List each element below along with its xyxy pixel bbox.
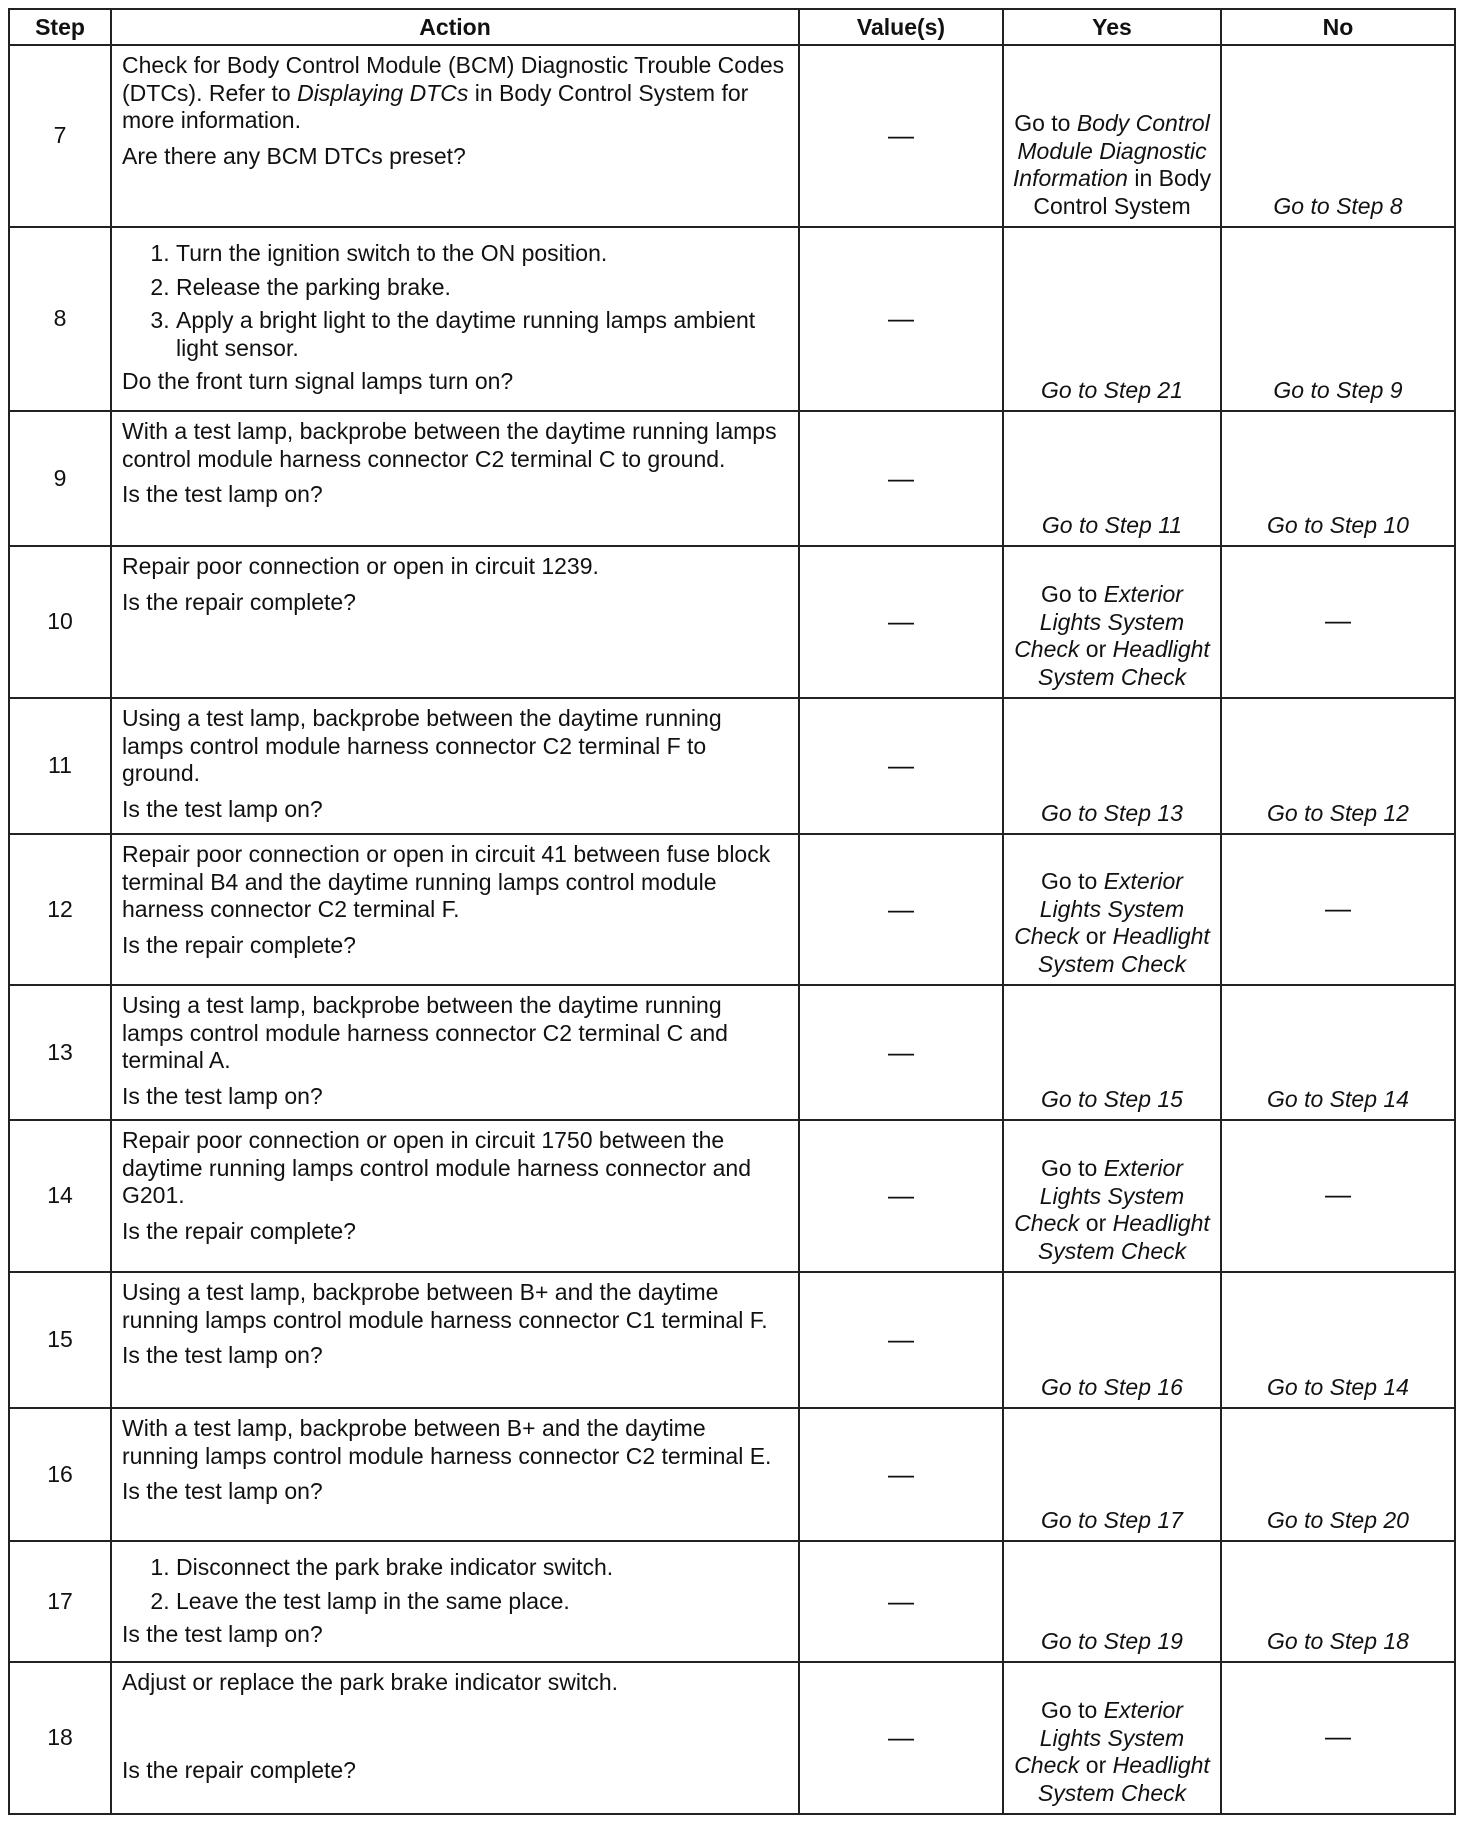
action-text: Check for Body Control Module (BCM) Diagnostic Trouble Codes (DTCs). Refer to Displaying DTCs in Body Control System for more information. <box>122 52 785 133</box>
action-cell <box>111 1272 799 1408</box>
yes-cell: Go to Exterior Lights System Check or Headlight System Check <box>1003 834 1221 985</box>
action-cell <box>111 698 799 834</box>
diagnostic-steps-table <box>8 8 1456 1815</box>
no-cell: Go to Step 12 <box>1221 698 1455 834</box>
action-cell <box>111 1408 799 1541</box>
list-item: 1. Disconnect the park brake indicator switch. <box>176 1554 788 1582</box>
table-row <box>9 1541 1455 1662</box>
header-no: No <box>1221 9 1455 45</box>
reference-link: Headlight System Check <box>1037 923 1210 977</box>
action-text: Using a test lamp, backprobe between the daytime running lamps control module harness connector C2 terminal F to ground. <box>122 705 722 786</box>
value-cell: — <box>799 1272 1003 1408</box>
yes-cell: Go to Step 13 <box>1003 698 1221 834</box>
no-cell: Go to Step 10 <box>1221 411 1455 546</box>
table-row <box>9 45 1455 227</box>
action-cell <box>111 227 799 411</box>
action-text: Repair poor connection or open in circuit 1239. <box>122 553 599 579</box>
action-steps-list <box>122 240 788 362</box>
action-text: Using a test lamp, backprobe between B+ and the daytime running lamps control module harness connector C1 terminal F. <box>122 1279 768 1333</box>
list-item: 3. Apply a bright light to the daytime running lamps ambient light sensor. <box>176 307 788 362</box>
table-row <box>9 698 1455 834</box>
table-row <box>9 1272 1455 1408</box>
reference-link: Headlight System Check <box>1037 1210 1210 1264</box>
table-row <box>9 1408 1455 1541</box>
no-cell: — <box>1221 834 1455 985</box>
action-text: With a test lamp, backprobe between the daytime running lamps control module harness connector C2 terminal C to ground. <box>122 418 777 472</box>
no-cell: Go to Step 18 <box>1221 1541 1455 1662</box>
no-cell: Go to Step 9 <box>1221 227 1455 411</box>
action-cell <box>111 1120 799 1272</box>
header-step: Step <box>9 9 111 45</box>
no-cell: — <box>1221 1662 1455 1814</box>
header-row <box>9 9 1455 45</box>
yes-cell: Go to Exterior Lights System Check or Headlight System Check <box>1003 1662 1221 1814</box>
yes-cell: Go to Step 15 <box>1003 985 1221 1120</box>
value-cell: — <box>799 411 1003 546</box>
step-number: 10 <box>9 546 111 698</box>
value-cell: — <box>799 1662 1003 1814</box>
table-row <box>9 411 1455 546</box>
yes-cell: Go to Step 11 <box>1003 411 1221 546</box>
reference-link: Headlight System Check <box>1037 1752 1210 1806</box>
reference-link: Exterior Lights System Check <box>1014 581 1185 662</box>
value-cell: — <box>799 1541 1003 1662</box>
reference-link: Exterior Lights System Check <box>1014 1697 1185 1778</box>
action-question: Is the repair complete? <box>122 931 356 958</box>
value-cell: — <box>799 45 1003 227</box>
action-cell <box>111 411 799 546</box>
value-cell: — <box>799 698 1003 834</box>
yes-cell: Go to Exterior Lights System Check or Headlight System Check <box>1003 546 1221 698</box>
step-number: 14 <box>9 1120 111 1272</box>
action-question: Is the test lamp on? <box>122 1082 323 1109</box>
yes-cell: Go to Step 19 <box>1003 1541 1221 1662</box>
action-text: Repair poor connection or open in circuit 1750 between the daytime running lamps control module harness connector and G201. <box>122 1127 752 1208</box>
action-question: Are there any BCM DTCs preset? <box>122 142 466 169</box>
yes-cell: Go to Step 21 <box>1003 227 1221 411</box>
step-number: 16 <box>9 1408 111 1541</box>
step-number: 7 <box>9 45 111 227</box>
reference-link: Body Control Module Diagnostic Information <box>1012 110 1210 191</box>
action-cell <box>111 834 799 985</box>
no-cell: — <box>1221 546 1455 698</box>
list-item: 2. Release the parking brake. <box>176 274 788 302</box>
action-question: Is the test lamp on? <box>122 1621 323 1647</box>
action-question: Is the test lamp on? <box>122 481 323 507</box>
action-cell <box>111 1662 799 1814</box>
step-number: 13 <box>9 985 111 1120</box>
action-cell <box>111 546 799 698</box>
reference-link: Displaying DTCs <box>297 79 469 106</box>
action-text: Adjust or replace the park brake indicator switch. <box>122 1669 619 1695</box>
header-values: Value(s) <box>799 9 1003 45</box>
step-number: 9 <box>9 411 111 546</box>
diagnostic-table-page <box>8 8 1454 1815</box>
table-row <box>9 227 1455 411</box>
value-cell: — <box>799 227 1003 411</box>
reference-link: Headlight System Check <box>1037 636 1210 690</box>
no-cell: Go to Step 14 <box>1221 1272 1455 1408</box>
step-number: 17 <box>9 1541 111 1662</box>
action-question: Is the repair complete? <box>122 588 356 615</box>
yes-cell: Go to Step 16 <box>1003 1272 1221 1408</box>
action-question: Is the test lamp on? <box>122 1478 323 1504</box>
action-cell <box>111 985 799 1120</box>
header-yes: Yes <box>1003 9 1221 45</box>
list-item: 2. Leave the test lamp in the same place. <box>176 1588 788 1616</box>
table-row <box>9 546 1455 698</box>
no-cell: — <box>1221 1120 1455 1272</box>
no-cell: Go to Step 20 <box>1221 1408 1455 1541</box>
action-steps-list <box>122 1554 788 1615</box>
action-cell <box>111 1541 799 1662</box>
table-row <box>9 834 1455 985</box>
table-row <box>9 1662 1455 1814</box>
value-cell: — <box>799 1120 1003 1272</box>
yes-cell: Go to Exterior Lights System Check or Headlight System Check <box>1003 1120 1221 1272</box>
no-cell: Go to Step 14 <box>1221 985 1455 1120</box>
action-question: Do the front turn signal lamps turn on? <box>122 368 514 394</box>
step-number: 12 <box>9 834 111 985</box>
action-text: With a test lamp, backprobe between B+ and the daytime running lamps control module harness connector C2 terminal E. <box>122 1415 772 1469</box>
value-cell: — <box>799 546 1003 698</box>
action-text: Using a test lamp, backprobe between the daytime running lamps control module harness connector C2 terminal C and terminal A. <box>122 992 728 1073</box>
reference-link: Exterior Lights System Check <box>1014 1155 1185 1236</box>
table-row <box>9 1120 1455 1272</box>
list-item: 1. Turn the ignition switch to the ON position. <box>176 240 788 268</box>
value-cell: — <box>799 834 1003 985</box>
step-number: 11 <box>9 698 111 834</box>
step-number: 15 <box>9 1272 111 1408</box>
action-question: Is the test lamp on? <box>122 795 323 822</box>
table-row <box>9 985 1455 1120</box>
step-number: 18 <box>9 1662 111 1814</box>
yes-cell: Go to Body Control Module Diagnostic Information in Body Control System <box>1003 45 1221 227</box>
action-cell <box>111 45 799 227</box>
reference-link: Exterior Lights System Check <box>1014 868 1185 949</box>
no-cell: Go to Step 8 <box>1221 45 1455 227</box>
value-cell: — <box>799 985 1003 1120</box>
action-question: Is the test lamp on? <box>122 1342 323 1368</box>
value-cell: — <box>799 1408 1003 1541</box>
action-question: Is the repair complete? <box>122 1217 356 1244</box>
header-action: Action <box>111 9 799 45</box>
action-question: Is the repair complete? <box>122 1756 356 1783</box>
step-number: 8 <box>9 227 111 411</box>
yes-cell: Go to Step 17 <box>1003 1408 1221 1541</box>
action-text: Repair poor connection or open in circuit 41 between fuse block terminal B4 and the daytime running lamps control module harness connector C2 terminal F. <box>122 841 771 922</box>
